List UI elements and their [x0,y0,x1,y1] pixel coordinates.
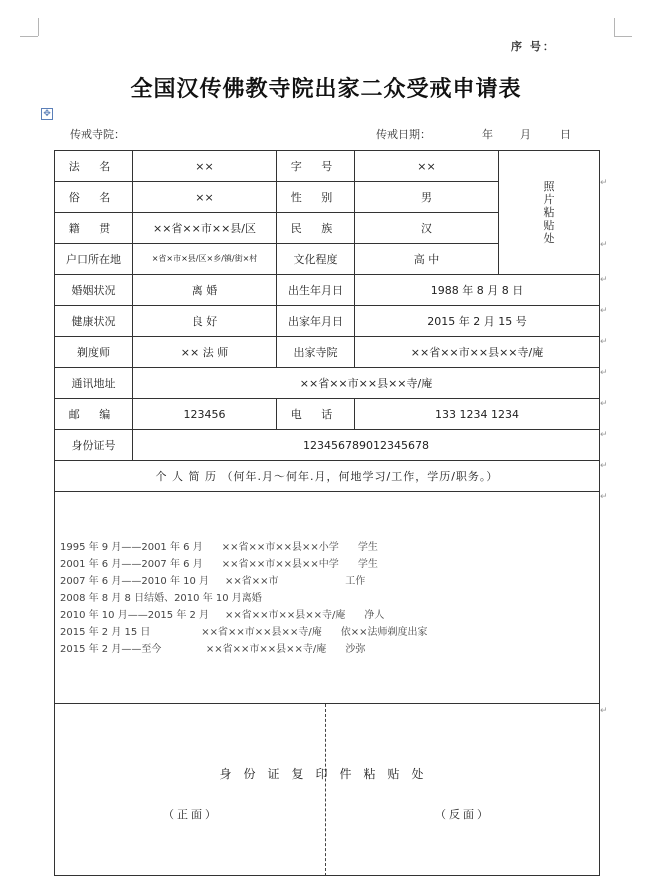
photo-label-1: 照 [543,180,555,193]
resume-body[interactable] [55,492,600,704]
dharma-name-value[interactable]: ×× [133,151,277,182]
ordination-date-value[interactable]: 2015 年 2 月 15 号 [355,306,600,337]
photo-label-4: 贴 [543,219,555,232]
resume-entry: 1995 年 9 月——2001 年 6 月 ××省××市××县××小学 学生 [60,542,378,553]
row-end-mark: ↵ [600,430,608,440]
resume-entry: 2008 年 8 月 8 日结婚、2010 年 10 月离婚 [60,593,262,604]
row-end-mark: ↵ [600,240,608,250]
household-label: 户口所在地 [55,244,133,275]
photo-label-2: 片 [543,193,555,206]
address-value[interactable]: ××省××市××县××寺/庵 [133,368,600,399]
ordination-temple-label: 出家寺院 [277,337,355,368]
row-end-mark: ↵ [600,368,608,378]
row-end-mark: ↵ [600,178,608,188]
serial-number-label: 序 号： [511,40,556,53]
courtesy-name-value[interactable]: ×× [355,151,499,182]
resume-entry: 2007 年 6 月——2010 年 10 月 ××省××市 工作 [60,576,366,587]
crop-mark-top-right-h [614,36,632,37]
ordination-date-label: 出家年月日 [277,306,355,337]
tonsure-master-label: 剃度师 [55,337,133,368]
crop-mark-top-left-v [38,18,39,36]
marital-status-value[interactable]: 离 婚 [133,275,277,306]
id-copy-area[interactable] [55,704,600,876]
address-label: 通讯地址 [55,368,133,399]
date-day-label: 日 [560,128,571,141]
health-status-value[interactable]: 良 好 [133,306,277,337]
precept-date-label: 传戒日期： [376,128,431,141]
education-value[interactable]: 高 中 [355,244,499,275]
ethnicity-label: 民 族 [277,213,355,244]
resume-entry: 2010 年 10 月——2015 年 2 月 ××省××市××县××寺/庵 净人 [60,610,385,621]
birth-date-value[interactable]: 1988 年 8 月 8 日 [355,275,600,306]
resume-entry: 2015 年 2 月 15 日 ××省××市××县××寺/庵 依××法师剃度出家 [60,627,428,638]
photo-label-5: 处 [543,232,555,245]
row-end-mark: ↵ [600,399,608,409]
id-copy-title: 身份证复印件粘贴处 [219,767,436,781]
row-end-mark: ↵ [600,492,608,502]
id-copy-divider [325,704,326,876]
postcode-value[interactable]: 123456 [133,399,277,430]
household-value[interactable]: ×省×市×县/区×乡/镇/街×村 [133,244,277,275]
marital-status-label: 婚姻状况 [55,275,133,306]
ordination-temple-value[interactable]: ××省××市××县××寺/庵 [355,337,600,368]
postcode-label: 邮 编 [55,399,133,430]
ethnicity-value[interactable]: 汉 [355,213,499,244]
education-label: 文化程度 [277,244,355,275]
resume-entry: 2001 年 6 月——2007 年 6 月 ××省××市××县××中学 学生 [60,559,378,570]
row-end-mark: ↵ [600,461,608,471]
phone-label: 电 话 [277,399,355,430]
native-place-label: 籍 贯 [55,213,133,244]
row-end-mark: ↵ [600,706,608,716]
gender-value[interactable]: 男 [355,182,499,213]
application-form-table [54,150,600,876]
photo-area[interactable] [499,151,600,275]
id-back-label: （反面） [435,808,491,821]
page-title: 全国汉传佛教寺院出家二众受戒申请表 [130,76,522,102]
crop-mark-top-left-h [20,36,38,37]
birth-date-label: 出生年月日 [277,275,355,306]
native-place-value[interactable]: ××省××市××县/区 [133,213,277,244]
date-month-label: 月 [520,128,531,141]
row-end-mark: ↵ [600,275,608,285]
tonsure-master-value[interactable]: ×× 法 师 [133,337,277,368]
id-number-value[interactable]: 123456789012345678 [133,430,600,461]
resume-heading: 个 人 简 历 （何年.月～何年.月，何地学习/工作，学历/职务。） [55,461,600,492]
row-end-mark: ↵ [600,306,608,316]
photo-label-3: 粘 [543,206,555,219]
courtesy-name-label: 字 号 [277,151,355,182]
crop-mark-top-right-v [614,18,615,36]
resume-entry: 2015 年 2 月——至今 ××省××市××县××寺/庵 沙弥 [60,644,366,655]
health-status-label: 健康状况 [55,306,133,337]
dharma-name-label: 法 名 [55,151,133,182]
row-end-mark: ↵ [600,337,608,347]
secular-name-label: 俗 名 [55,182,133,213]
table-move-handle-icon[interactable]: ✥ [41,108,53,120]
secular-name-value[interactable]: ×× [133,182,277,213]
date-year-label: 年 [482,128,493,141]
phone-value[interactable]: 133 1234 1234 [355,399,600,430]
id-number-label: 身份证号 [55,430,133,461]
gender-label: 性 别 [277,182,355,213]
id-front-label: （正面） [163,808,219,821]
precept-temple-label: 传戒寺院： [70,128,125,141]
